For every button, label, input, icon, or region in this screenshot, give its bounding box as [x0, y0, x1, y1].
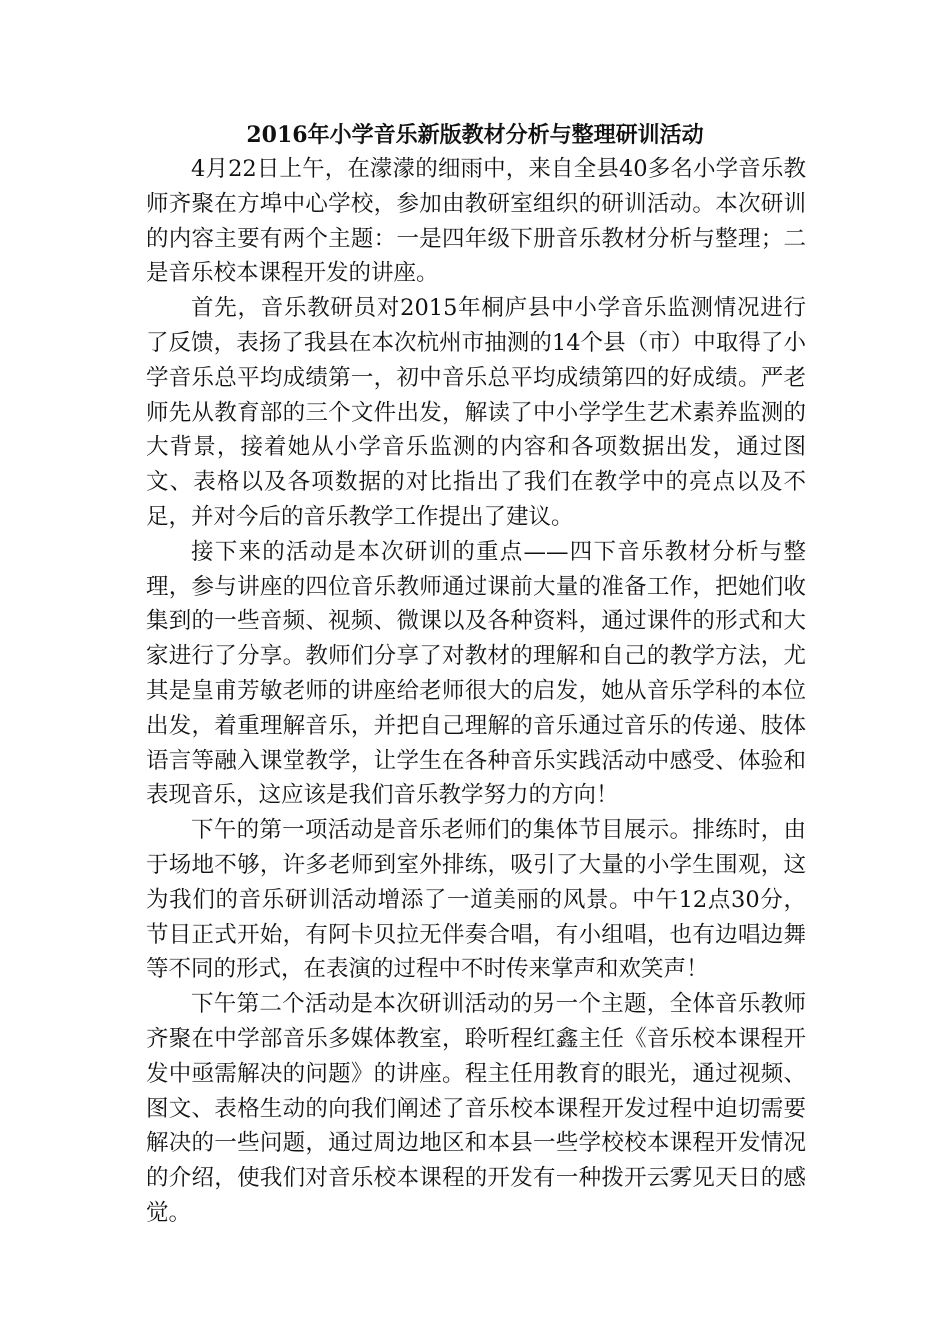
- paragraph: 下午第二个活动是本次研训活动的另一个主题，全体音乐教师齐聚在中学部音乐多媒体教室，聆听程红鑫主任《音乐校本课程开发中亟需解决的问题》的讲座。程主任用教育的眼光，通过视频、图文、表格生动的向我们阐述了音乐校本课程开发过程中迫切需要解决的一些问题，通过周边地区和本县一些学校校本课程开发情况的介绍，使我们对音乐校本课程的开发有一种拨开云雾见天日的感觉。: [146, 991, 806, 1226]
- paragraph: 下午的第一项活动是音乐老师们的集体节目展示。排练时，由于场地不够，许多老师到室外排练，吸引了大量的小学生围观，这为我们的音乐研训活动增添了一道美丽的风景。中午12点30分，节目正式开始，有阿卡贝拉无伴奏合唱，有小组唱，也有边唱边舞等不同的形式，在表演的过程中不时传来掌声和欢笑声！: [146, 817, 806, 983]
- paragraph: 4月22日上午，在濛濛的细雨中，来自全县40多名小学音乐教师齐聚在方埠中心学校，参加由教研室组织的研训活动。本次研训的内容主要有两个主题：一是四年级下册音乐教材分析与整理；二是音乐校本课程开发的讲座。: [146, 156, 806, 287]
- document-body: [146, 152, 806, 1231]
- document-title: 2016年小学音乐新版教材分析与整理研训活动: [246, 122, 704, 148]
- paragraph: 接下来的活动是本次研训的重点——四下音乐教材分析与整理，参与讲座的四位音乐教师通过课前大量的准备工作，把她们收集到的一些音频、视频、微课以及各种资料，通过课件的形式和大家进行了分享。教师们分享了对教材的理解和自己的教学方法，尤其是皇甫芳敏老师的讲座给老师很大的启发，她从音乐学科的本位出发，着重理解音乐，并把自己理解的音乐通过音乐的传递、肢体语言等融入课堂教学，让学生在各种音乐实践活动中感受、体验和表现音乐，这应该是我们音乐教学努力的方向！: [146, 538, 806, 809]
- paragraph: 首先，音乐教研员对2015年桐庐县中小学音乐监测情况进行了反馈，表扬了我县在本次杭州市抽测的14个县（市）中取得了小学音乐总平均成绩第一，初中音乐总平均成绩第四的好成绩。严老师先从教育部的三个文件出发，解读了中小学学生艺术素养监测的大背景，接着她从小学音乐监测的内容和各项数据出发，通过图文、表格以及各项数据的对比指出了我们在教学中的亮点以及不足，并对今后的音乐教学工作提出了建议。: [146, 295, 806, 530]
